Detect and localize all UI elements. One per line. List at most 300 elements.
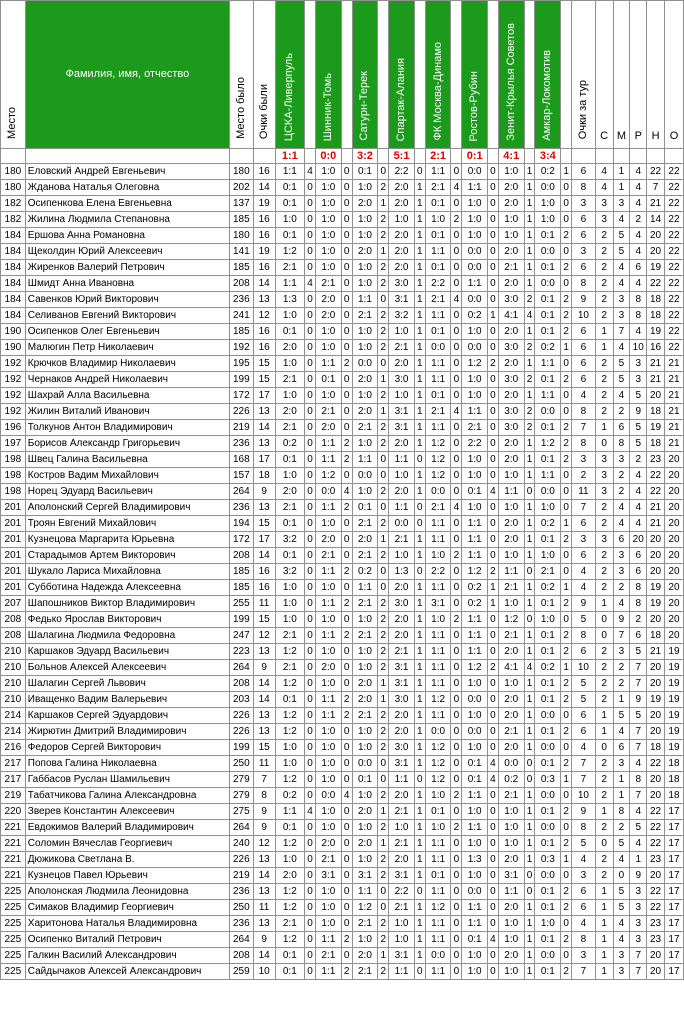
value-cell: 2 bbox=[595, 580, 613, 596]
table-row bbox=[1, 420, 684, 436]
value-cell: 21 bbox=[664, 356, 683, 372]
value-cell: 2:0 bbox=[389, 484, 415, 500]
value-cell: 3 bbox=[630, 900, 647, 916]
value-cell: 141 bbox=[229, 244, 253, 260]
value-cell: 0 bbox=[451, 436, 462, 452]
value-cell: 4 bbox=[613, 724, 630, 740]
value-cell: 13 bbox=[253, 884, 275, 900]
value-cell: 1:0 bbox=[316, 260, 342, 276]
value-cell: 20 bbox=[647, 772, 665, 788]
value-cell: 2 bbox=[561, 292, 572, 308]
value-cell: 2 bbox=[595, 868, 613, 884]
value-cell: 20 bbox=[664, 532, 683, 548]
value-cell: 1 bbox=[378, 532, 389, 548]
value-cell: 3 bbox=[613, 548, 630, 564]
value-cell: 3 bbox=[613, 564, 630, 580]
value-cell: 0 bbox=[305, 676, 316, 692]
value-cell: 0 bbox=[451, 708, 462, 724]
value-cell: 0 bbox=[305, 468, 316, 484]
value-cell: 3:1 bbox=[389, 948, 415, 964]
value-cell: 1 bbox=[414, 292, 425, 308]
table-row bbox=[1, 644, 684, 660]
value-cell: 16 bbox=[253, 164, 275, 180]
value-cell: 1:1 bbox=[425, 308, 451, 324]
value-cell: 0 bbox=[305, 260, 316, 276]
value-cell: 202 bbox=[229, 180, 253, 196]
value-cell: 2:2 bbox=[389, 164, 415, 180]
table-row bbox=[1, 900, 684, 916]
value-cell: 1:1 bbox=[389, 500, 415, 516]
value-cell: 0 bbox=[451, 964, 462, 980]
value-cell: 0 bbox=[488, 276, 499, 292]
value-cell: 1:1 bbox=[462, 916, 488, 932]
value-cell: 22 bbox=[664, 180, 683, 196]
value-cell: 2 bbox=[595, 244, 613, 260]
value-cell: 1:2 bbox=[316, 468, 342, 484]
value-cell: 2 bbox=[613, 660, 630, 676]
value-cell: 0:1 bbox=[275, 964, 305, 980]
table-row bbox=[1, 756, 684, 772]
value-cell: 1:1 bbox=[425, 644, 451, 660]
value-cell: 0 bbox=[341, 372, 352, 388]
value-cell: 1:0 bbox=[316, 228, 342, 244]
value-cell: 1:0 bbox=[316, 820, 342, 836]
value-cell: 2:0 bbox=[498, 852, 524, 868]
value-cell: 2 bbox=[561, 420, 572, 436]
value-cell: 0 bbox=[451, 676, 462, 692]
value-cell: 0 bbox=[488, 868, 499, 884]
value-cell: 0 bbox=[451, 628, 462, 644]
value-cell: 0:1 bbox=[352, 500, 378, 516]
value-cell: 1 bbox=[524, 820, 535, 836]
value-cell: 5 bbox=[572, 612, 596, 628]
value-cell: 1 bbox=[378, 804, 389, 820]
value-cell: 0 bbox=[451, 916, 462, 932]
value-cell: 236 bbox=[229, 292, 253, 308]
value-cell: 1:2 bbox=[425, 756, 451, 772]
value-cell: 17 bbox=[664, 884, 683, 900]
value-cell: 0:2 bbox=[275, 436, 305, 452]
value-cell: 12 bbox=[253, 836, 275, 852]
value-cell: 1:0 bbox=[389, 468, 415, 484]
name-cell: Сайдычаков Алексей Александрович bbox=[25, 964, 229, 980]
value-cell: 0 bbox=[305, 660, 316, 676]
value-cell: 8 bbox=[253, 788, 275, 804]
value-cell: 5 bbox=[613, 900, 630, 916]
value-cell: 7 bbox=[630, 660, 647, 676]
value-cell: 172 bbox=[229, 532, 253, 548]
value-cell: 0 bbox=[341, 756, 352, 772]
value-cell: 17 bbox=[253, 452, 275, 468]
value-cell: 1:1 bbox=[316, 500, 342, 516]
value-cell: 0 bbox=[414, 516, 425, 532]
value-cell: 6 bbox=[613, 740, 630, 756]
value-cell: 0:1 bbox=[425, 196, 451, 212]
name-cell: Жданова Наталья Олеговна bbox=[25, 180, 229, 196]
value-cell: 0 bbox=[488, 452, 499, 468]
value-cell: 1 bbox=[524, 964, 535, 980]
value-cell: 19 bbox=[664, 708, 683, 724]
value-cell: 2 bbox=[561, 324, 572, 340]
value-cell: 1:0 bbox=[352, 484, 378, 500]
value-cell: 2:1 bbox=[275, 628, 305, 644]
value-cell: 0 bbox=[341, 244, 352, 260]
value-cell: 2 bbox=[378, 484, 389, 500]
value-cell: 2 bbox=[378, 868, 389, 884]
value-cell: 3:1 bbox=[389, 404, 415, 420]
value-cell: 21 bbox=[664, 420, 683, 436]
value-cell: 2 bbox=[378, 324, 389, 340]
name-cell: Габбасов Руслан Шамильевич bbox=[25, 772, 229, 788]
value-cell: 1:1 bbox=[462, 516, 488, 532]
value-cell: 2 bbox=[613, 820, 630, 836]
value-cell: 0:2 bbox=[535, 164, 561, 180]
value-cell: 0 bbox=[305, 388, 316, 404]
value-cell: 3:0 bbox=[389, 740, 415, 756]
value-cell: 1 bbox=[524, 580, 535, 596]
value-cell: 1:0 bbox=[425, 212, 451, 228]
value-cell: 0:0 bbox=[462, 260, 488, 276]
value-cell: 0 bbox=[488, 916, 499, 932]
name-cell: Жилин Виталий Иванович bbox=[25, 404, 229, 420]
value-cell: 2 bbox=[378, 420, 389, 436]
value-cell: 2:0 bbox=[389, 356, 415, 372]
value-cell: 2 bbox=[595, 820, 613, 836]
value-cell: 3 bbox=[613, 756, 630, 772]
table-row bbox=[1, 180, 684, 196]
value-cell: 1:1 bbox=[316, 708, 342, 724]
value-cell: 0 bbox=[305, 532, 316, 548]
value-cell: 6 bbox=[630, 260, 647, 276]
value-cell: 0 bbox=[305, 868, 316, 884]
value-cell: 0:1 bbox=[535, 964, 561, 980]
value-cell: 0 bbox=[561, 708, 572, 724]
value-cell: 0 bbox=[451, 756, 462, 772]
value-cell: 1:1 bbox=[462, 612, 488, 628]
value-cell: 14 bbox=[253, 548, 275, 564]
value-cell: 223 bbox=[229, 644, 253, 660]
value-cell: 0:1 bbox=[535, 308, 561, 324]
value-cell: 0 bbox=[305, 900, 316, 916]
value-cell: 20 bbox=[647, 228, 665, 244]
value-cell: 0 bbox=[341, 420, 352, 436]
value-cell: 208 bbox=[229, 948, 253, 964]
value-cell: 0 bbox=[341, 212, 352, 228]
value-cell: 8 bbox=[630, 772, 647, 788]
value-cell: 0 bbox=[561, 484, 572, 500]
place-cell: 184 bbox=[1, 292, 26, 308]
name-cell: Малюгин Петр Николаевич bbox=[25, 340, 229, 356]
place-cell: 184 bbox=[1, 308, 26, 324]
value-cell: 0 bbox=[414, 500, 425, 516]
value-cell: 1 bbox=[524, 916, 535, 932]
value-cell: 1:2 bbox=[275, 836, 305, 852]
value-cell: 18 bbox=[253, 468, 275, 484]
value-cell: 2 bbox=[561, 452, 572, 468]
value-cell: 22 bbox=[647, 820, 665, 836]
value-cell: 2:0 bbox=[275, 340, 305, 356]
value-cell: 2:1 bbox=[316, 548, 342, 564]
value-cell: 2 bbox=[378, 596, 389, 612]
value-cell: 0 bbox=[305, 884, 316, 900]
value-cell: 13 bbox=[253, 724, 275, 740]
value-cell: 3:2 bbox=[275, 532, 305, 548]
value-cell: 20 bbox=[664, 500, 683, 516]
value-cell: 1:0 bbox=[535, 500, 561, 516]
value-cell: 1 bbox=[414, 836, 425, 852]
value-cell: 1:0 bbox=[425, 820, 451, 836]
value-cell: 0 bbox=[488, 740, 499, 756]
value-cell: 1 bbox=[414, 420, 425, 436]
value-cell: 2:0 bbox=[316, 836, 342, 852]
value-cell: 1:0 bbox=[316, 324, 342, 340]
value-cell: 0 bbox=[378, 756, 389, 772]
value-cell: 2 bbox=[341, 628, 352, 644]
header-name: Фамилия, имя, отчество bbox=[25, 1, 229, 149]
value-cell: 0 bbox=[561, 868, 572, 884]
value-cell: 0:1 bbox=[275, 180, 305, 196]
value-cell: 6 bbox=[572, 260, 596, 276]
value-cell: 2 bbox=[378, 516, 389, 532]
value-cell: 2:1 bbox=[352, 596, 378, 612]
value-cell: 6 bbox=[572, 372, 596, 388]
value-cell: 0:1 bbox=[535, 756, 561, 772]
name-cell: Зверев Константин Алексеевич bbox=[25, 804, 229, 820]
table-row bbox=[1, 660, 684, 676]
value-cell: 3:0 bbox=[498, 404, 524, 420]
value-cell: 0 bbox=[305, 724, 316, 740]
value-cell: 2 bbox=[378, 276, 389, 292]
value-cell: 3:0 bbox=[498, 420, 524, 436]
value-cell: 13 bbox=[253, 644, 275, 660]
value-cell: 1:0 bbox=[498, 836, 524, 852]
value-cell: 137 bbox=[229, 196, 253, 212]
value-cell: 0:0 bbox=[535, 276, 561, 292]
value-cell: 1 bbox=[414, 580, 425, 596]
value-cell: 1:0 bbox=[389, 820, 415, 836]
value-cell: 1:1 bbox=[352, 452, 378, 468]
value-cell: 2:1 bbox=[462, 420, 488, 436]
value-cell: 2 bbox=[595, 500, 613, 516]
value-cell: 6 bbox=[630, 564, 647, 580]
value-cell: 7 bbox=[630, 964, 647, 980]
value-cell: 2 bbox=[613, 404, 630, 420]
value-cell: 3 bbox=[595, 532, 613, 548]
value-cell: 1:1 bbox=[535, 468, 561, 484]
value-cell: 1:2 bbox=[535, 436, 561, 452]
value-cell: 0 bbox=[341, 772, 352, 788]
result-1: 1:1 bbox=[275, 149, 305, 164]
table-row bbox=[1, 628, 684, 644]
value-cell: 0 bbox=[305, 516, 316, 532]
place-cell: 210 bbox=[1, 660, 26, 676]
value-cell: 1 bbox=[595, 340, 613, 356]
value-cell: 0:2 bbox=[275, 788, 305, 804]
value-cell: 0 bbox=[305, 820, 316, 836]
value-cell: 20 bbox=[664, 548, 683, 564]
value-cell: 1:0 bbox=[352, 180, 378, 196]
value-cell: 1 bbox=[414, 692, 425, 708]
value-cell: 11 bbox=[253, 900, 275, 916]
place-cell: 225 bbox=[1, 916, 26, 932]
value-cell: 4 bbox=[630, 500, 647, 516]
place-cell: 221 bbox=[1, 836, 26, 852]
value-cell: 0 bbox=[305, 324, 316, 340]
value-cell: 2:1 bbox=[275, 660, 305, 676]
value-cell: 1:1 bbox=[425, 532, 451, 548]
value-cell: 1 bbox=[524, 260, 535, 276]
place-cell: 201 bbox=[1, 500, 26, 516]
value-cell: 4 bbox=[630, 276, 647, 292]
value-cell: 1 bbox=[378, 372, 389, 388]
table-row bbox=[1, 548, 684, 564]
value-cell: 1 bbox=[524, 244, 535, 260]
value-cell: 1:0 bbox=[498, 964, 524, 980]
value-cell: 208 bbox=[229, 548, 253, 564]
value-cell: 0 bbox=[378, 580, 389, 596]
value-cell: 0 bbox=[305, 772, 316, 788]
value-cell: 4 bbox=[613, 212, 630, 228]
value-cell: 10 bbox=[572, 308, 596, 324]
value-cell: 0:1 bbox=[462, 932, 488, 948]
value-cell: 0 bbox=[451, 356, 462, 372]
value-cell: 2 bbox=[595, 276, 613, 292]
value-cell: 7 bbox=[572, 756, 596, 772]
value-cell: 1:0 bbox=[275, 468, 305, 484]
place-cell: 220 bbox=[1, 804, 26, 820]
value-cell: 2 bbox=[378, 964, 389, 980]
name-cell: Щеколдин Юрий Алексеевич bbox=[25, 244, 229, 260]
value-cell: 2:0 bbox=[498, 532, 524, 548]
value-cell: 0 bbox=[451, 196, 462, 212]
value-cell: 2 bbox=[561, 932, 572, 948]
value-cell: 21 bbox=[647, 500, 665, 516]
value-cell: 1:1 bbox=[352, 292, 378, 308]
value-cell: 17 bbox=[664, 948, 683, 964]
value-cell: 1 bbox=[414, 900, 425, 916]
place-cell: 184 bbox=[1, 228, 26, 244]
value-cell: 1:0 bbox=[316, 516, 342, 532]
value-cell: 1 bbox=[595, 708, 613, 724]
value-cell: 1 bbox=[524, 596, 535, 612]
value-cell: 2 bbox=[561, 676, 572, 692]
value-cell: 0:1 bbox=[535, 836, 561, 852]
value-cell: 9 bbox=[572, 804, 596, 820]
value-cell: 1:0 bbox=[275, 596, 305, 612]
value-cell: 4 bbox=[524, 308, 535, 324]
value-cell: 279 bbox=[229, 788, 253, 804]
value-cell: 1:0 bbox=[425, 788, 451, 804]
value-cell: 1:0 bbox=[498, 228, 524, 244]
value-cell: 1:0 bbox=[352, 276, 378, 292]
name-cell: Харитонова Наталья Владимировна bbox=[25, 916, 229, 932]
value-cell: 19 bbox=[647, 692, 665, 708]
value-cell: 0:0 bbox=[535, 180, 561, 196]
value-cell: 1:3 bbox=[462, 852, 488, 868]
value-cell: 1 bbox=[378, 244, 389, 260]
value-cell: 6 bbox=[572, 548, 596, 564]
value-cell: 1:1 bbox=[352, 884, 378, 900]
value-cell: 8 bbox=[572, 180, 596, 196]
value-cell: 4 bbox=[613, 276, 630, 292]
value-cell: 0:1 bbox=[352, 772, 378, 788]
value-cell: 1:0 bbox=[462, 964, 488, 980]
value-cell: 1:1 bbox=[425, 628, 451, 644]
value-cell: 0 bbox=[488, 692, 499, 708]
value-cell: 6 bbox=[572, 516, 596, 532]
place-cell: 225 bbox=[1, 932, 26, 948]
value-cell: 1:1 bbox=[425, 580, 451, 596]
value-cell: 5 bbox=[630, 436, 647, 452]
value-cell: 2 bbox=[595, 372, 613, 388]
value-cell: 5 bbox=[630, 388, 647, 404]
value-cell: 20 bbox=[647, 612, 665, 628]
value-cell: 22 bbox=[647, 164, 665, 180]
value-cell: 1:0 bbox=[425, 612, 451, 628]
header-prev-points: Очки были bbox=[253, 1, 275, 149]
value-cell: 1:0 bbox=[462, 196, 488, 212]
value-cell: 1 bbox=[414, 260, 425, 276]
value-cell: 0:0 bbox=[535, 484, 561, 500]
value-cell: 0 bbox=[341, 292, 352, 308]
name-cell: Попова Галина Николаевна bbox=[25, 756, 229, 772]
name-cell: Крючков Владимир Николаевич bbox=[25, 356, 229, 372]
value-cell: 1:1 bbox=[462, 548, 488, 564]
value-cell: 236 bbox=[229, 884, 253, 900]
value-cell: 8 bbox=[613, 436, 630, 452]
value-cell: 2 bbox=[561, 724, 572, 740]
value-cell: 0 bbox=[305, 580, 316, 596]
value-cell: 7 bbox=[630, 740, 647, 756]
value-cell: 1:1 bbox=[425, 356, 451, 372]
value-cell: 0 bbox=[488, 212, 499, 228]
value-cell: 1 bbox=[414, 852, 425, 868]
value-cell: 0 bbox=[488, 260, 499, 276]
value-cell: 2 bbox=[378, 644, 389, 660]
value-cell: 3:0 bbox=[498, 340, 524, 356]
value-cell: 0 bbox=[488, 180, 499, 196]
value-cell: 2 bbox=[595, 756, 613, 772]
value-cell: 1:0 bbox=[389, 548, 415, 564]
value-cell: 14 bbox=[647, 212, 665, 228]
value-cell: 19 bbox=[647, 420, 665, 436]
value-cell: 0 bbox=[488, 852, 499, 868]
value-cell: 7 bbox=[630, 676, 647, 692]
value-cell: 2 bbox=[595, 228, 613, 244]
value-cell: 18 bbox=[647, 436, 665, 452]
value-cell: 2:1 bbox=[275, 916, 305, 932]
value-cell: 0 bbox=[378, 468, 389, 484]
value-cell: 2 bbox=[595, 772, 613, 788]
value-cell: 219 bbox=[229, 420, 253, 436]
value-cell: 5 bbox=[613, 836, 630, 852]
value-cell: 15 bbox=[253, 356, 275, 372]
value-cell: 2 bbox=[488, 660, 499, 676]
value-cell: 0 bbox=[451, 260, 462, 276]
value-cell: 16 bbox=[253, 260, 275, 276]
value-cell: 0 bbox=[524, 772, 535, 788]
value-cell: 19 bbox=[664, 644, 683, 660]
value-cell: 1 bbox=[414, 308, 425, 324]
value-cell: 18 bbox=[647, 292, 665, 308]
value-cell: 0 bbox=[488, 372, 499, 388]
value-cell: 2:0 bbox=[498, 196, 524, 212]
value-cell: 1 bbox=[524, 356, 535, 372]
value-cell: 0 bbox=[341, 868, 352, 884]
value-cell: 2:1 bbox=[425, 180, 451, 196]
value-cell: 1:0 bbox=[498, 916, 524, 932]
value-cell: 1 bbox=[595, 948, 613, 964]
